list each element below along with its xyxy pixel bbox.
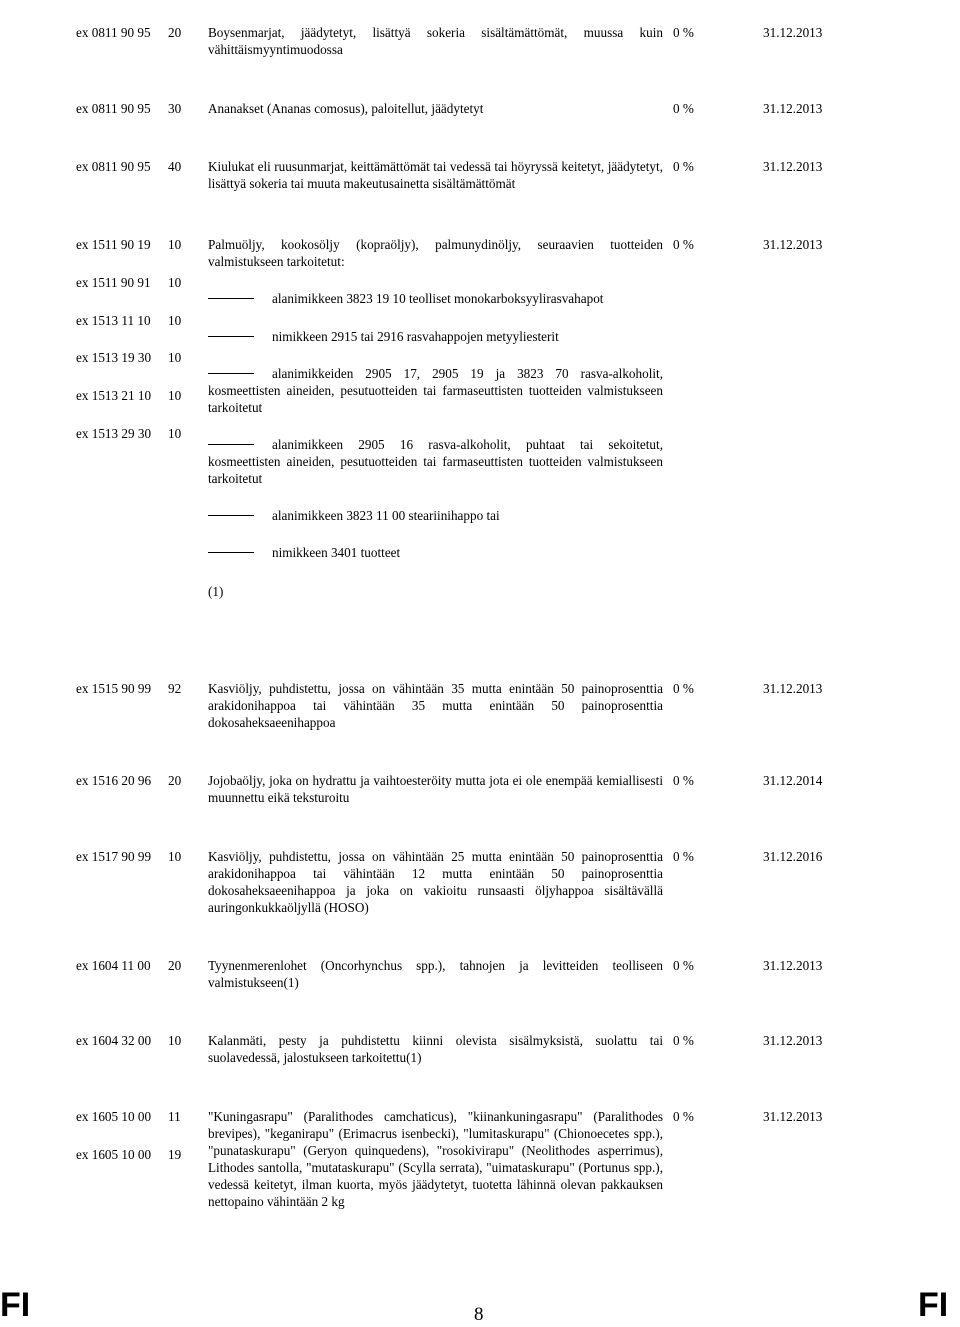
cn-code: ex 1605 10 00 11 (76, 1109, 181, 1124)
cn-code: ex 1605 10 00 19 (76, 1147, 182, 1162)
cn-code: ex 1513 21 10 10 (76, 388, 182, 403)
end-date: 31.12.2014 (763, 773, 823, 788)
duty-rate: 0 % (673, 681, 694, 696)
end-date: 31.12.2013 (763, 159, 823, 174)
entry-description: Jojobaöljy, joka on hydrattu ja vaihtoesteröity mutta jota ei ole enempää kemiallisesti muunnettu eikä teksturoitu (208, 773, 663, 805)
duty-rate: 0 % (673, 101, 694, 116)
footer-language-left: FI (0, 1286, 31, 1324)
sub-item: alanimikkeen 3823 11 00 steariinihappo tai (208, 507, 663, 524)
end-date: 31.12.2013 (763, 681, 823, 696)
end-date: 31.12.2013 (763, 237, 823, 252)
page-number: 8 (474, 1304, 484, 1325)
dash-marker (208, 373, 254, 374)
cn-code: ex 1604 11 00 20 (76, 958, 182, 973)
cn-code: ex 1513 19 30 10 (76, 350, 182, 365)
duty-rate: 0 % (673, 849, 694, 864)
end-date: 31.12.2013 (763, 1109, 823, 1124)
duty-rate: 0 % (673, 25, 694, 40)
cn-code: ex 1513 11 10 10 (76, 313, 182, 328)
dash-marker (208, 336, 254, 337)
code-list (76, 680, 201, 697)
entry-description: Kiulukat eli ruusunmarjat, keittämättömät tai vedessä tai höyryssä keitetyt, jäädytetyt, lisättyä sokeria tai muuta makeutusainetta sisältämättömät (208, 159, 663, 191)
footnote-ref: (1) (208, 584, 224, 599)
code-list (76, 772, 201, 789)
cn-code: ex 1513 29 30 10 (76, 426, 182, 441)
cn-code: ex 1604 32 00 10 (76, 1033, 182, 1048)
end-date: 31.12.2013 (763, 1033, 823, 1048)
cn-code: ex 0811 90 95 20 (76, 25, 182, 40)
duty-rate: 0 % (673, 237, 694, 252)
sub-item: alanimikkeen 3823 19 10 teolliset monokarboksyylirasvahapot (208, 290, 663, 307)
end-date: 31.12.2016 (763, 849, 823, 864)
duty-rate: 0 % (673, 773, 694, 788)
cn-code: ex 0811 90 95 40 (76, 159, 182, 174)
cn-code: ex 1515 90 99 92 (76, 681, 182, 696)
entry-description: Boysenmarjat, jäädytetyt, lisättyä sokeria sisältämättömät, muussa kuin vähittäismyyntimuodossa (208, 25, 663, 57)
duty-rate: 0 % (673, 159, 694, 174)
dash-marker (208, 515, 254, 516)
entry-description: Kasviöljy, puhdistettu, jossa on vähintään 25 mutta enintään 50 painoprosenttia arakidonihappoa tai vähintään 12 mutta enintään 50 painoprosenttia dokosaheksaeenihappoa ja joka on vakioitu runsaasti öljyhappoa sisältävällä auringonkukkaöljyllä (HOSO) (208, 849, 663, 915)
entry-description: Palmuöljy, kookosöljy (kopraöljy), palmunydinöljy, seuraavien tuotteiden valmistukseen tarkoitetut: (208, 237, 663, 269)
code-list (76, 24, 201, 41)
duty-rate: 0 % (673, 958, 694, 973)
code-list (76, 848, 201, 865)
sub-item: alanimikkeiden 2905 17, 2905 19 ja 3823 70 rasva-alkoholit, kosmeettisten aineiden, pesutuotteiden tai farmaseuttisten tuotteiden valmistukseen tarkoitetut (208, 366, 663, 415)
entry-description: "Kuningasrapu" (Paralithodes camchaticus), "kiinankuningasrapu" (Paralithodes brevipes), "keganirapu" (Erimacrus isenbecki), "lumitaskurapu" (Chionoecetes spp.), "punataskurapu" (Geryon quinquedens), "rosokivirapu" (Neolithodes asperrimus), Lithodes santolla, "mutataskurapu" (Scylla serrata), "uimataskurapu" (Portunus spp.), vedessä keitetyt, ilman kuorta, myös jäädytetyt, tuotetta lähinnä olevan pakkauksen nettopaino vähintään 2 kg (208, 1109, 663, 1209)
dash-marker (208, 552, 254, 553)
footer-language-right: FI (918, 1286, 949, 1324)
cn-code: ex 1511 90 19 10 (76, 237, 182, 252)
code-list (76, 957, 201, 974)
entry-description: Kasviöljy, puhdistettu, jossa on vähintään 35 mutta enintään 50 painoprosenttia arakidonihappoa tai vähintään 35 mutta enintään 50 painoprosenttia dokosaheksaeenihappoa (208, 681, 663, 730)
entry-description: Ananakset (Ananas comosus), paloitellut, jäädytetyt (208, 101, 484, 116)
duty-rate: 0 % (673, 1033, 694, 1048)
end-date: 31.12.2013 (763, 101, 823, 116)
dash-marker (208, 298, 254, 299)
dash-marker (208, 444, 254, 445)
cn-code: ex 1517 90 99 10 (76, 849, 182, 864)
entry-description: Tyynenmerenlohet (Oncorhynchus spp.), tahnojen ja levitteiden teolliseen valmistukseen(1) (208, 958, 663, 990)
sub-item: alanimikkeen 2905 16 rasva-alkoholit, puhtaat tai sekoitetut, kosmeettisten aineiden, pesutuotteiden tai farmaseuttisten tuotteiden valmistukseen tarkoitetut (208, 437, 663, 486)
sub-item: nimikkeen 3401 tuotteet (208, 544, 663, 561)
code-list (76, 100, 201, 117)
code-list (76, 158, 201, 175)
cn-code: ex 1516 20 96 20 (76, 773, 182, 788)
cn-code: ex 0811 90 95 30 (76, 101, 182, 116)
duty-rate: 0 % (673, 1109, 694, 1124)
cn-code: ex 1511 90 91 10 (76, 275, 182, 290)
end-date: 31.12.2013 (763, 958, 823, 973)
entry-description: Kalanmäti, pesty ja puhdistettu kiinni olevista sisälmyksistä, suolattu tai suolavedessä, jalostukseen tarkoitettu(1) (208, 1033, 663, 1065)
code-list (76, 1032, 201, 1049)
end-date: 31.12.2013 (763, 25, 823, 40)
sub-item: nimikkeen 2915 tai 2916 rasvahappojen metyyliesterit (208, 328, 663, 345)
